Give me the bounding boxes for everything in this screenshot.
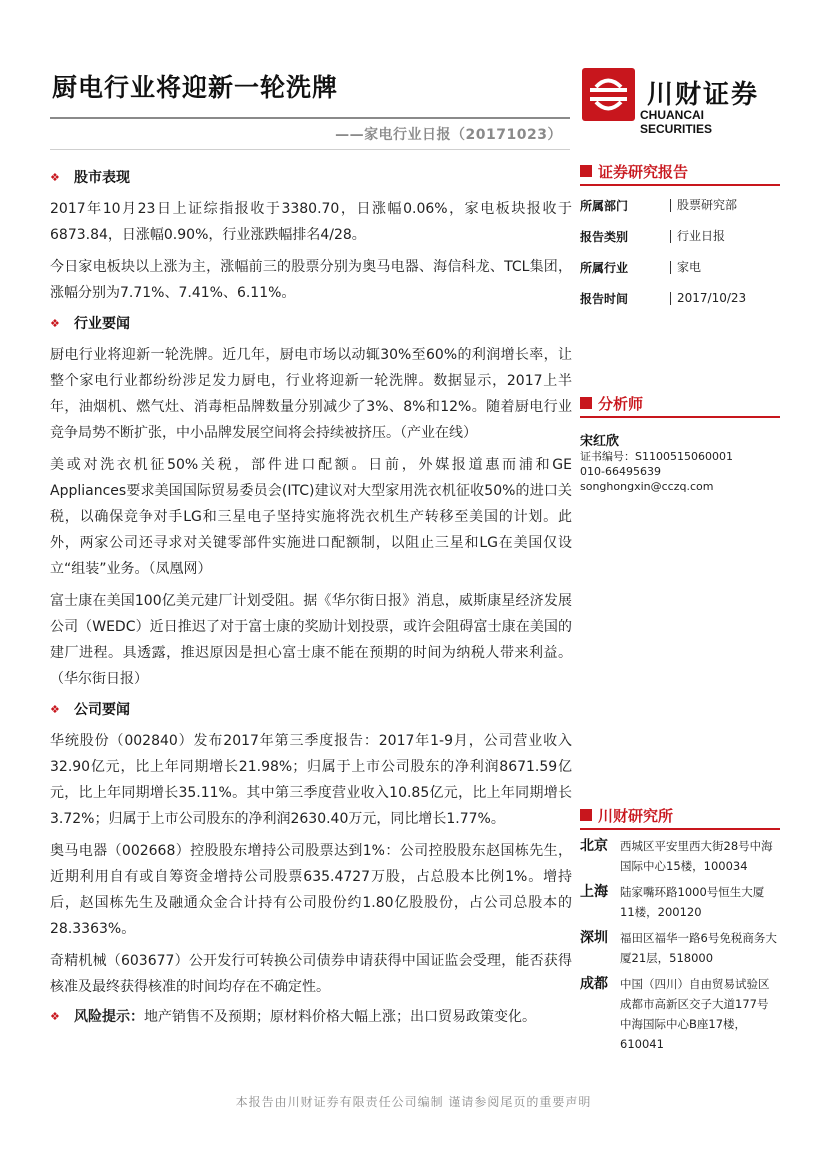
info-key: 报告类别 xyxy=(580,230,629,244)
office-address: 陆家嘴环路1000号恒生大厦11楼，200120 xyxy=(620,885,765,919)
sidebar xyxy=(580,160,780,1054)
office-address: 中国（四川）自由贸易试验区成都市高新区交子大道177号中海国际中心B座17楼，610041 xyxy=(620,977,770,1051)
section-company-heading xyxy=(50,696,572,722)
paragraph: 华统股份（002840）发布2017年第三季度报告：2017年1-9月，公司营业收入32.90亿元，比上年同期增长21.98%；归属于上市公司股东的净利润8671.59亿元，比上年同期增长35.11%。其中第三季度营业收入10.85亿元，比上年同期增长3.72%；归属于上市公司股东的净利润2630.40万元，同比增长1.77%。 xyxy=(50,733,572,827)
analyst-cert: 证书编号：S1100515060001 xyxy=(580,450,733,463)
info-row-department xyxy=(580,190,780,221)
diamond-bullet-icon: ❖ xyxy=(50,170,60,184)
office-city: 上海 xyxy=(580,884,608,900)
brand-logo xyxy=(582,68,777,136)
square-bullet-icon xyxy=(580,397,592,409)
office-city: 成都 xyxy=(580,976,608,992)
analyst-email[interactable]: songhongxin@cczq.com xyxy=(580,480,714,493)
square-bullet-icon xyxy=(580,809,592,821)
brand-name-cn: 川财证券 xyxy=(647,80,760,110)
paragraph: 今日家电板块以上涨为主，涨幅前三的股票分别为奥马电器、海信科龙、TCL集团，涨幅分别为7.71%、7.41%、6.11%。 xyxy=(50,259,572,301)
paragraph: 奥马电器（002668）控股股东增持公司股票达到1%：公司控股股东赵国栋先生，近期利用自有或自筹资金增持公司股票635.4727万股，占总股本比例1%。增持后，赵国栋先生及融通众金合计持有公司股份约1.80亿股股份，占公司总股本的28.3363%。 xyxy=(50,843,572,937)
info-key: 所属行业 xyxy=(580,261,629,275)
info-row-category xyxy=(580,221,780,252)
office-city: 深圳 xyxy=(580,930,608,946)
office-address: 福田区福华一路6号免税商务大厦21层，518000 xyxy=(620,931,777,965)
info-value: 2017/10/23 xyxy=(670,292,746,305)
paragraph: 美或对洗衣机征50%关税，部件进口配额。日前，外媒报道惠而浦和GE Appliances要求美国国际贸易委员会(ITC)建议对大型家用洗衣机征收50%的进口关税，以确保竞争对手LG和三星电子坚持实施将洗衣机生产转移至美国的计划。此外，两家公司还寻求对关键零部件实施进口配额制，以阻止三星和LG在美国仅设立“组装”业务。（凤凰网） xyxy=(50,457,572,577)
office-shenzhen xyxy=(580,928,780,968)
office-address: 西城区平安里西大街28号中海国际中心15楼，100034 xyxy=(620,839,773,873)
title-divider xyxy=(50,117,570,119)
section-heading-text: 行业要闻 xyxy=(74,316,130,332)
analyst-heading xyxy=(580,392,780,418)
info-value: 行业日报 xyxy=(670,230,725,243)
institute-heading xyxy=(580,804,780,830)
section-market-heading xyxy=(50,164,572,190)
report-heading xyxy=(580,160,780,186)
paragraph: 富士康在美国100亿美元建厂计划受阻。据《华尔街日报》消息，威斯康星经济发展公司（WEDC）近日推迟了对于富士康的奖励计划投票，或许会阻碍富士康在美国的建厂进程。具透露，推迟原因是担心富士康不能在预期的时间为纳税人带来利益。（华尔街日报） xyxy=(50,593,572,687)
diamond-bullet-icon: ❖ xyxy=(50,316,60,330)
diamond-bullet-icon: ❖ xyxy=(50,1010,60,1023)
office-beijing xyxy=(580,836,780,876)
risk-label: 风险提示： xyxy=(74,1009,144,1025)
analyst-name: 宋红欣 xyxy=(580,434,620,449)
brand-name-en: CHUANCAI SECURITIES xyxy=(640,108,713,136)
subtitle-divider xyxy=(50,149,570,150)
info-key: 所属部门 xyxy=(580,199,629,213)
report-heading-text: 证券研究报告 xyxy=(598,162,689,181)
section-industry-heading xyxy=(50,310,572,336)
paragraph: 厨电行业将迎新一轮洗牌。近几年，厨电市场以动辄30%至60%的利润增长率，让整个家电行业都纷纷涉足发力厨电，行业将迎新一轮洗牌。数据显示，2017上半年，油烟机、燃气灶、消毒柜品牌数量分别减少了3%、8%和12%。随着厨电行业竞争局势不断扩张，中小品牌发展空间将会持续被挤压。（产业在线） xyxy=(50,347,572,441)
main-content xyxy=(50,160,572,1030)
section-heading-text: 股市表现 xyxy=(74,170,130,186)
info-key: 报告时间 xyxy=(580,292,629,306)
analyst-heading-text: 分析师 xyxy=(598,394,644,413)
info-row-industry xyxy=(580,252,780,283)
info-value: 股票研究部 xyxy=(670,199,737,212)
page-title: 厨电行业将迎新一轮洗牌 xyxy=(52,73,339,102)
paragraph: 奇精机械（603677）公开发行可转换公司债券申请获得中国证监会受理，能否获得核准及最终获得核准的时间均存在不确定性。 xyxy=(50,953,572,995)
paragraph: 2017年10月23日上证综指报收于3380.70，日涨幅0.06%，家电板块报收于6873.84，日涨幅0.90%，行业涨跌幅排名4/28。 xyxy=(50,201,572,243)
institute-heading-text: 川财研究所 xyxy=(598,806,674,825)
logo-mark-icon xyxy=(582,68,635,121)
risk-text: 地产销售不及预期；原材料价格大幅上涨；出口贸易政策变化。 xyxy=(144,1009,536,1025)
info-value: 家电 xyxy=(670,261,701,274)
office-shanghai xyxy=(580,882,780,922)
diamond-bullet-icon: ❖ xyxy=(50,702,60,716)
square-bullet-icon xyxy=(580,165,592,177)
info-row-date xyxy=(580,283,780,314)
risk-warning xyxy=(50,1004,572,1030)
analyst-phone: 010-66495639 xyxy=(580,465,661,478)
page-footer: 本报告由川财证券有限责任公司编制 谨请参阅尾页的重要声明 xyxy=(235,1095,592,1109)
page-subtitle: ——家电行业日报（20171023） xyxy=(335,127,562,143)
office-city: 北京 xyxy=(580,838,608,854)
section-heading-text: 公司要闻 xyxy=(74,702,130,718)
office-chengdu xyxy=(580,974,780,1054)
